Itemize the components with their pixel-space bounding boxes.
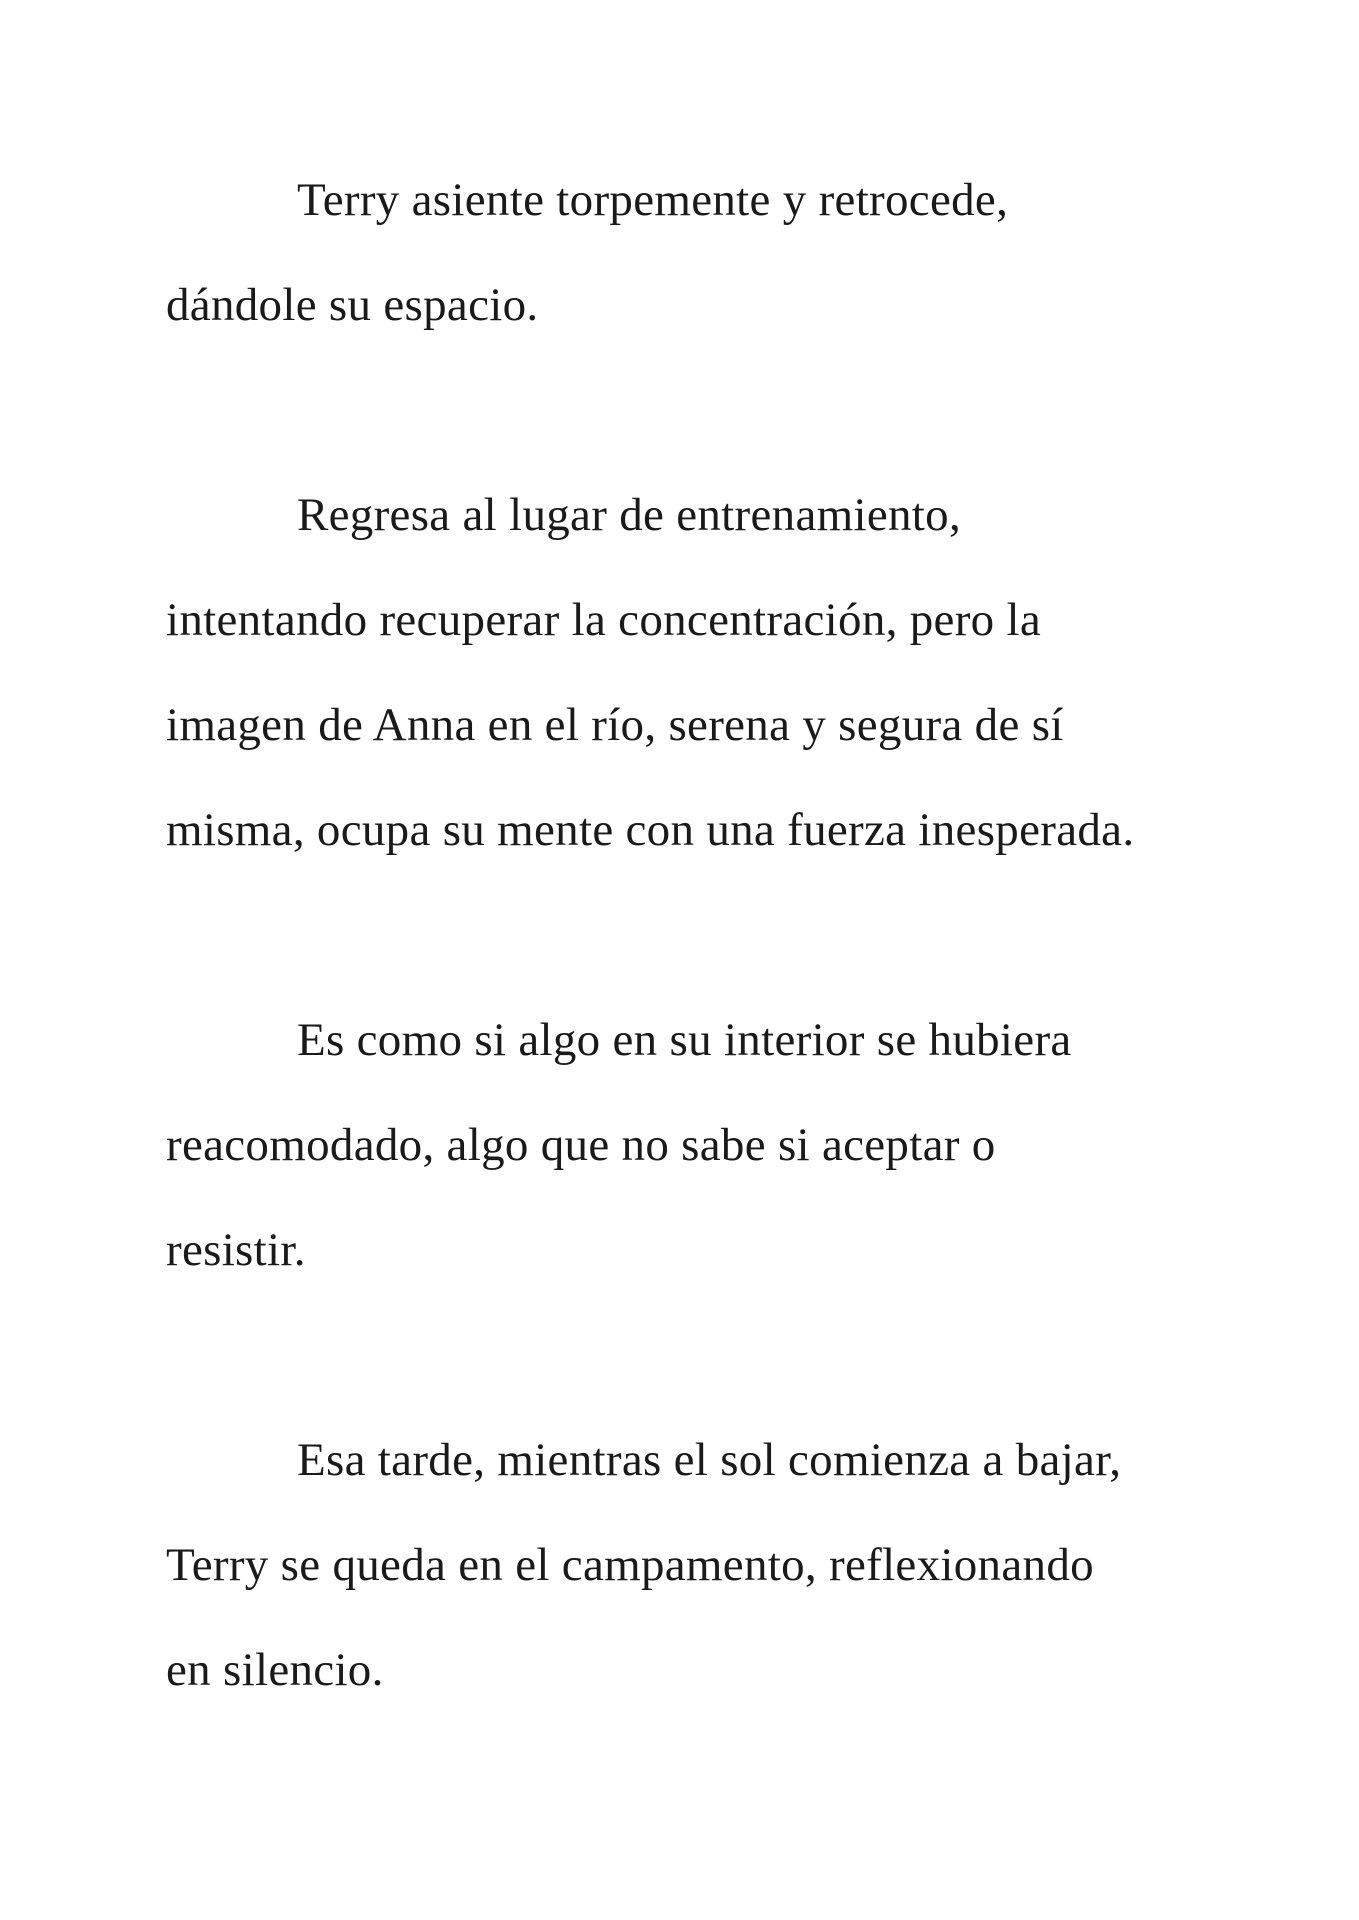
paragraph-3-line-3: resistir. xyxy=(166,1224,306,1276)
paragraph-3-line-1: Es como si algo en su interior se hubiera xyxy=(297,1014,1072,1066)
paragraph-3-line-2: reacomodado, algo que no sabe si aceptar o xyxy=(166,1119,996,1171)
paragraph-1-line-1: Terry asiente torpemente y retrocede, xyxy=(297,174,1009,226)
paragraph-4-line-3: en silencio. xyxy=(166,1644,384,1696)
paragraph-2-line-4: misma, ocupa su mente con una fuerza inesperada. xyxy=(166,804,1135,856)
paragraph-2-line-2: intentando recuperar la concentración, pero la xyxy=(166,594,1042,646)
paragraph-2-line-3: imagen de Anna en el río, serena y segura de sí xyxy=(166,699,1064,751)
paragraph-2-line-1: Regresa al lugar de entrenamiento, xyxy=(297,489,961,541)
paragraph-4-line-1: Esa tarde, mientras el sol comienza a bajar, xyxy=(297,1434,1122,1486)
paragraph-4-line-2: Terry se queda en el campamento, reflexionando xyxy=(166,1539,1094,1591)
paragraph-1-line-2: dándole su espacio. xyxy=(166,279,539,331)
